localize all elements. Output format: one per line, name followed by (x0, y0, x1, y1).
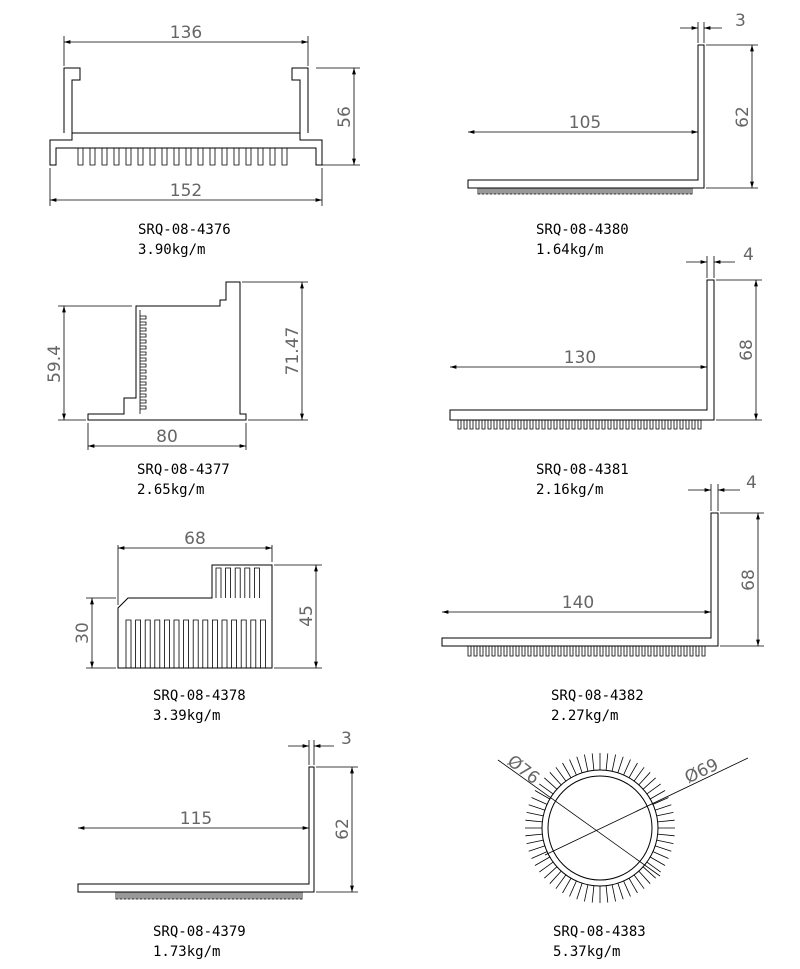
dim-4377-left-height: 59.4 (45, 345, 65, 383)
dim-4380-height: 62 (733, 106, 753, 128)
dim-4378-right-height: 45 (297, 605, 317, 627)
dim-4376-height: 56 (335, 106, 355, 128)
profile-4378-drawing (73, 529, 322, 668)
profile-4376-drawing (50, 23, 360, 206)
profile-4381-caption (536, 460, 629, 500)
dim-4379-thickness: 3 (341, 729, 352, 749)
model-number: SRQ-08-4378 (153, 688, 246, 704)
profile-4380-caption (536, 220, 629, 260)
weight-per-meter: 2.65kg/m (137, 482, 205, 498)
dim-4376-base: 152 (169, 181, 203, 201)
profile-4379-drawing (78, 729, 358, 899)
profile-4382-caption (551, 686, 644, 726)
profile-4382-drawing (442, 473, 764, 656)
model-number: SRQ-08-4379 (153, 924, 246, 940)
weight-per-meter: 3.39kg/m (153, 708, 221, 724)
profile-4383-caption (553, 922, 646, 962)
dim-4378-left-height: 30 (73, 622, 93, 644)
dim-4381-length: 130 (563, 348, 597, 368)
dim-4379-height: 62 (333, 818, 353, 840)
model-number: SRQ-08-4382 (551, 688, 644, 704)
dim-4381-height: 68 (737, 339, 757, 361)
dim-4383-outer-diameter: Ø76 (503, 751, 544, 789)
dim-4380-length: 105 (568, 113, 602, 133)
weight-per-meter: 2.16kg/m (536, 482, 604, 498)
weight-per-meter: 3.90kg/m (138, 242, 206, 258)
dim-4377-right-height: 71.47 (283, 326, 303, 376)
model-number: SRQ-08-4383 (553, 924, 646, 940)
weight-per-meter: 2.27kg/m (551, 708, 619, 724)
model-number: SRQ-08-4381 (536, 462, 629, 478)
dim-4377-width: 80 (156, 427, 178, 447)
weight-per-meter: 5.37kg/m (553, 944, 621, 960)
dim-4378-width: 68 (184, 529, 206, 549)
weight-per-meter: 1.73kg/m (153, 944, 221, 960)
model-number: SRQ-08-4376 (138, 222, 231, 238)
model-number: SRQ-08-4377 (137, 462, 230, 478)
profile-4380-drawing (468, 11, 758, 194)
profile-4381-drawing (450, 245, 762, 429)
profile-4377-caption (137, 460, 230, 500)
profile-4377-drawing (45, 282, 308, 450)
dim-4380-thickness: 3 (735, 11, 746, 31)
profile-4379-caption (153, 922, 246, 962)
profile-4376-caption (138, 220, 231, 260)
dim-4382-thickness: 4 (746, 473, 757, 493)
dim-4382-height: 68 (739, 569, 759, 591)
dim-4382-length: 140 (561, 593, 595, 613)
profile-4383-drawing (498, 751, 748, 903)
model-number: SRQ-08-4380 (536, 222, 629, 238)
dim-4376-width: 136 (169, 23, 203, 43)
profile-4378-caption (153, 686, 246, 726)
dim-4381-thickness: 4 (743, 245, 754, 265)
dim-4379-length: 115 (179, 809, 213, 829)
weight-per-meter: 1.64kg/m (536, 242, 604, 258)
dim-4383-inner-diameter: Ø69 (681, 754, 722, 789)
